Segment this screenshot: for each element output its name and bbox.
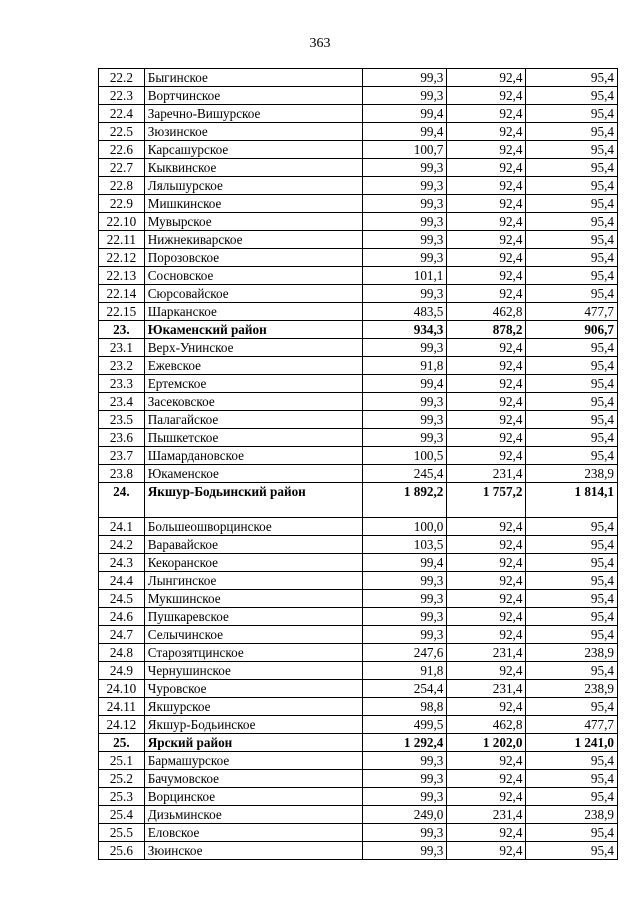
row-number: 24.6 xyxy=(99,608,145,626)
row-name: Засековское xyxy=(144,393,362,411)
row-value-1: 99,4 xyxy=(363,554,447,572)
row-value-2: 92,4 xyxy=(447,626,526,644)
table-row xyxy=(99,267,618,285)
row-number: 22.6 xyxy=(99,141,145,159)
row-value-2: 92,4 xyxy=(447,842,526,860)
table-row xyxy=(99,644,618,662)
row-value-3: 95,4 xyxy=(526,357,618,375)
row-value-3: 95,4 xyxy=(526,554,618,572)
row-number: 24.9 xyxy=(99,662,145,680)
row-value-3: 95,4 xyxy=(526,770,618,788)
row-value-3: 95,4 xyxy=(526,267,618,285)
row-value-1: 99,3 xyxy=(363,788,447,806)
row-number: 23.8 xyxy=(99,465,145,483)
row-value-2: 878,2 xyxy=(447,321,526,339)
table-row xyxy=(99,303,618,321)
row-name: Мишкинское xyxy=(144,195,362,213)
row-value-1: 99,3 xyxy=(363,608,447,626)
row-value-1: 98,8 xyxy=(363,698,447,716)
table-row xyxy=(99,411,618,429)
row-value-1: 247,6 xyxy=(363,644,447,662)
row-value-2: 92,4 xyxy=(447,213,526,231)
row-name: Ворцинское xyxy=(144,788,362,806)
row-value-3: 95,4 xyxy=(526,141,618,159)
row-number: 24.4 xyxy=(99,572,145,590)
table-row xyxy=(99,824,618,842)
row-value-2: 462,8 xyxy=(447,303,526,321)
row-value-3: 95,4 xyxy=(526,536,618,554)
row-value-3: 95,4 xyxy=(526,393,618,411)
row-value-3: 95,4 xyxy=(526,69,618,87)
row-value-1: 99,3 xyxy=(363,177,447,195)
table-row xyxy=(99,734,618,752)
table-row xyxy=(99,608,618,626)
row-number: 22.2 xyxy=(99,69,145,87)
row-value-1: 99,3 xyxy=(363,213,447,231)
row-name: Юкаменский район xyxy=(144,321,362,339)
row-name: Юкаменское xyxy=(144,465,362,483)
row-number: 22.14 xyxy=(99,285,145,303)
row-number: 22.3 xyxy=(99,87,145,105)
row-value-2: 92,4 xyxy=(447,231,526,249)
row-number: 22.9 xyxy=(99,195,145,213)
row-value-1: 99,3 xyxy=(363,195,447,213)
table-row xyxy=(99,339,618,357)
table-row xyxy=(99,626,618,644)
row-name: Зюзинское xyxy=(144,123,362,141)
row-value-1: 249,0 xyxy=(363,806,447,824)
row-number: 22.10 xyxy=(99,213,145,231)
row-number: 23.2 xyxy=(99,357,145,375)
row-name: Пушкаревское xyxy=(144,608,362,626)
row-value-3: 95,4 xyxy=(526,608,618,626)
row-name: Селычинское xyxy=(144,626,362,644)
table-row xyxy=(99,752,618,770)
table-row xyxy=(99,429,618,447)
row-name: Ляльшурское xyxy=(144,177,362,195)
row-value-1: 99,3 xyxy=(363,87,447,105)
row-value-2: 231,4 xyxy=(447,644,526,662)
row-name: Лынгинское xyxy=(144,572,362,590)
row-name: Большеошворцинское xyxy=(144,518,362,536)
row-value-3: 906,7 xyxy=(526,321,618,339)
row-value-2: 92,4 xyxy=(447,447,526,465)
row-value-2: 92,4 xyxy=(447,177,526,195)
row-value-3: 95,4 xyxy=(526,429,618,447)
row-value-1: 99,3 xyxy=(363,393,447,411)
row-name: Чуровское xyxy=(144,680,362,698)
row-value-2: 92,4 xyxy=(447,123,526,141)
row-value-2: 92,4 xyxy=(447,285,526,303)
row-value-3: 95,4 xyxy=(526,123,618,141)
row-number: 22.13 xyxy=(99,267,145,285)
row-value-2: 92,4 xyxy=(447,590,526,608)
row-value-1: 99,3 xyxy=(363,626,447,644)
row-name: Варавайское xyxy=(144,536,362,554)
row-value-1: 99,3 xyxy=(363,339,447,357)
row-number: 25. xyxy=(99,734,145,752)
row-number: 24.2 xyxy=(99,536,145,554)
row-number: 22.12 xyxy=(99,249,145,267)
row-value-3: 95,4 xyxy=(526,788,618,806)
row-number: 22.5 xyxy=(99,123,145,141)
row-value-2: 462,8 xyxy=(447,716,526,734)
row-number: 23.1 xyxy=(99,339,145,357)
row-number: 25.1 xyxy=(99,752,145,770)
table-row xyxy=(99,842,618,860)
row-value-3: 95,4 xyxy=(526,213,618,231)
row-value-2: 92,4 xyxy=(447,554,526,572)
row-name: Бармашурское xyxy=(144,752,362,770)
row-value-3: 95,4 xyxy=(526,375,618,393)
row-name: Якшур-Бодьинское xyxy=(144,716,362,734)
row-value-1: 99,3 xyxy=(363,159,447,177)
row-value-3: 95,4 xyxy=(526,572,618,590)
table-row xyxy=(99,680,618,698)
row-value-3: 95,4 xyxy=(526,411,618,429)
row-value-2: 92,4 xyxy=(447,141,526,159)
row-value-1: 1 892,2 xyxy=(363,483,447,518)
row-number: 24.11 xyxy=(99,698,145,716)
row-name: Быгинское xyxy=(144,69,362,87)
row-value-3: 95,4 xyxy=(526,590,618,608)
row-number: 24.5 xyxy=(99,590,145,608)
table-row xyxy=(99,375,618,393)
row-name: Зюинское xyxy=(144,842,362,860)
row-value-3: 1 241,0 xyxy=(526,734,618,752)
row-value-1: 99,3 xyxy=(363,572,447,590)
row-value-2: 92,4 xyxy=(447,788,526,806)
row-value-2: 92,4 xyxy=(447,393,526,411)
row-number: 24.7 xyxy=(99,626,145,644)
table-row xyxy=(99,105,618,123)
row-value-1: 99,3 xyxy=(363,752,447,770)
table-row xyxy=(99,662,618,680)
row-value-3: 95,4 xyxy=(526,195,618,213)
row-value-2: 231,4 xyxy=(447,680,526,698)
row-value-2: 92,4 xyxy=(447,411,526,429)
row-value-3: 238,9 xyxy=(526,806,618,824)
table-row xyxy=(99,87,618,105)
row-value-3: 1 814,1 xyxy=(526,483,618,518)
table-row xyxy=(99,536,618,554)
row-number: 24.3 xyxy=(99,554,145,572)
row-name: Ертемское xyxy=(144,375,362,393)
table-row xyxy=(99,393,618,411)
row-value-2: 92,4 xyxy=(447,770,526,788)
row-number: 22.7 xyxy=(99,159,145,177)
row-number: 23.5 xyxy=(99,411,145,429)
table-row xyxy=(99,141,618,159)
table-row xyxy=(99,159,618,177)
row-name: Шарканское xyxy=(144,303,362,321)
row-value-1: 99,3 xyxy=(363,249,447,267)
row-number: 25.2 xyxy=(99,770,145,788)
row-value-1: 499,5 xyxy=(363,716,447,734)
row-value-1: 100,0 xyxy=(363,518,447,536)
row-value-1: 101,1 xyxy=(363,267,447,285)
row-value-2: 92,4 xyxy=(447,824,526,842)
budget-table xyxy=(98,68,618,860)
table-row xyxy=(99,770,618,788)
table-row xyxy=(99,285,618,303)
row-name: Ярский район xyxy=(144,734,362,752)
row-name: Палагайское xyxy=(144,411,362,429)
row-value-2: 92,4 xyxy=(447,87,526,105)
row-value-1: 99,3 xyxy=(363,429,447,447)
row-value-2: 92,4 xyxy=(447,195,526,213)
table-body xyxy=(99,69,618,860)
row-name: Пышкетское xyxy=(144,429,362,447)
row-value-1: 254,4 xyxy=(363,680,447,698)
row-value-1: 483,5 xyxy=(363,303,447,321)
row-value-3: 95,4 xyxy=(526,824,618,842)
row-value-1: 91,8 xyxy=(363,357,447,375)
row-value-3: 95,4 xyxy=(526,231,618,249)
row-value-3: 477,7 xyxy=(526,716,618,734)
row-name: Верх-Унинское xyxy=(144,339,362,357)
row-value-3: 238,9 xyxy=(526,465,618,483)
row-number: 23. xyxy=(99,321,145,339)
row-number: 23.6 xyxy=(99,429,145,447)
row-value-2: 1 757,2 xyxy=(447,483,526,518)
row-name: Старозятцинское xyxy=(144,644,362,662)
row-value-2: 92,4 xyxy=(447,375,526,393)
row-value-3: 238,9 xyxy=(526,644,618,662)
row-number: 24.8 xyxy=(99,644,145,662)
row-value-1: 99,3 xyxy=(363,770,447,788)
row-value-2: 92,4 xyxy=(447,429,526,447)
row-name: Кыквинское xyxy=(144,159,362,177)
row-value-2: 92,4 xyxy=(447,249,526,267)
row-number: 23.4 xyxy=(99,393,145,411)
row-value-1: 99,3 xyxy=(363,231,447,249)
row-value-1: 99,3 xyxy=(363,824,447,842)
row-name: Мукшинское xyxy=(144,590,362,608)
row-name: Нижнекиварское xyxy=(144,231,362,249)
row-name: Карсашурское xyxy=(144,141,362,159)
row-value-3: 477,7 xyxy=(526,303,618,321)
row-value-2: 92,4 xyxy=(447,572,526,590)
row-value-2: 92,4 xyxy=(447,69,526,87)
table-row xyxy=(99,465,618,483)
row-value-1: 934,3 xyxy=(363,321,447,339)
row-number: 25.6 xyxy=(99,842,145,860)
table-row xyxy=(99,231,618,249)
row-value-2: 92,4 xyxy=(447,357,526,375)
table-row xyxy=(99,69,618,87)
row-name: Якшурское xyxy=(144,698,362,716)
table-row xyxy=(99,698,618,716)
row-name: Кекоранское xyxy=(144,554,362,572)
row-name: Шамардановское xyxy=(144,447,362,465)
row-value-3: 95,4 xyxy=(526,87,618,105)
row-number: 25.5 xyxy=(99,824,145,842)
table-row xyxy=(99,357,618,375)
row-value-3: 95,4 xyxy=(526,339,618,357)
row-value-1: 99,4 xyxy=(363,123,447,141)
row-value-2: 92,4 xyxy=(447,662,526,680)
row-value-3: 95,4 xyxy=(526,698,618,716)
row-value-1: 1 292,4 xyxy=(363,734,447,752)
row-value-1: 99,3 xyxy=(363,69,447,87)
row-number: 23.3 xyxy=(99,375,145,393)
page-number: 363 xyxy=(309,36,331,51)
row-value-2: 1 202,0 xyxy=(447,734,526,752)
row-value-1: 99,3 xyxy=(363,590,447,608)
table-row xyxy=(99,177,618,195)
row-number: 25.3 xyxy=(99,788,145,806)
row-value-2: 92,4 xyxy=(447,518,526,536)
row-name: Порозовское xyxy=(144,249,362,267)
row-value-2: 92,4 xyxy=(447,159,526,177)
row-number: 22.11 xyxy=(99,231,145,249)
row-value-2: 92,4 xyxy=(447,752,526,770)
row-value-1: 100,5 xyxy=(363,447,447,465)
row-number: 24.1 xyxy=(99,518,145,536)
row-value-1: 99,4 xyxy=(363,105,447,123)
row-name: Бачумовское xyxy=(144,770,362,788)
table-row xyxy=(99,483,618,518)
row-value-1: 99,3 xyxy=(363,285,447,303)
row-value-3: 95,4 xyxy=(526,518,618,536)
row-number: 24. xyxy=(99,483,145,518)
row-value-1: 91,8 xyxy=(363,662,447,680)
row-value-3: 95,4 xyxy=(526,285,618,303)
row-number: 22.8 xyxy=(99,177,145,195)
row-number: 24.12 xyxy=(99,716,145,734)
table-row xyxy=(99,321,618,339)
row-value-1: 99,3 xyxy=(363,842,447,860)
row-value-1: 99,3 xyxy=(363,411,447,429)
row-value-2: 92,4 xyxy=(447,608,526,626)
table-row xyxy=(99,590,618,608)
row-number: 22.15 xyxy=(99,303,145,321)
row-name: Чернушинское xyxy=(144,662,362,680)
row-name: Мувырское xyxy=(144,213,362,231)
row-name: Вортчинское xyxy=(144,87,362,105)
row-value-2: 92,4 xyxy=(447,105,526,123)
row-value-2: 231,4 xyxy=(447,465,526,483)
row-value-3: 95,4 xyxy=(526,662,618,680)
row-value-3: 95,4 xyxy=(526,105,618,123)
row-value-2: 92,4 xyxy=(447,698,526,716)
row-value-2: 92,4 xyxy=(447,339,526,357)
table-row xyxy=(99,249,618,267)
row-value-3: 95,4 xyxy=(526,159,618,177)
row-value-3: 95,4 xyxy=(526,249,618,267)
table-row xyxy=(99,554,618,572)
row-value-1: 100,7 xyxy=(363,141,447,159)
table-row xyxy=(99,572,618,590)
row-value-3: 95,4 xyxy=(526,626,618,644)
row-name: Дизьминское xyxy=(144,806,362,824)
table-row xyxy=(99,788,618,806)
row-number: 24.10 xyxy=(99,680,145,698)
row-value-1: 103,5 xyxy=(363,536,447,554)
table-row xyxy=(99,213,618,231)
row-number: 22.4 xyxy=(99,105,145,123)
row-number: 23.7 xyxy=(99,447,145,465)
table-row xyxy=(99,518,618,536)
row-name: Еловское xyxy=(144,824,362,842)
row-value-2: 92,4 xyxy=(447,267,526,285)
row-name: Сюрсовайское xyxy=(144,285,362,303)
row-number: 25.4 xyxy=(99,806,145,824)
table-row xyxy=(99,123,618,141)
row-name: Заречно-Вишурское xyxy=(144,105,362,123)
row-value-3: 95,4 xyxy=(526,752,618,770)
row-name: Сосновское xyxy=(144,267,362,285)
row-value-3: 238,9 xyxy=(526,680,618,698)
row-value-3: 95,4 xyxy=(526,842,618,860)
table-row xyxy=(99,716,618,734)
row-value-1: 99,4 xyxy=(363,375,447,393)
row-value-1: 245,4 xyxy=(363,465,447,483)
row-value-2: 231,4 xyxy=(447,806,526,824)
row-value-3: 95,4 xyxy=(526,177,618,195)
row-value-2: 92,4 xyxy=(447,536,526,554)
table-row xyxy=(99,806,618,824)
row-name: Ежевское xyxy=(144,357,362,375)
table-row xyxy=(99,195,618,213)
row-value-3: 95,4 xyxy=(526,447,618,465)
table-row xyxy=(99,447,618,465)
row-name: Якшур-Бодьинский район xyxy=(144,483,362,518)
